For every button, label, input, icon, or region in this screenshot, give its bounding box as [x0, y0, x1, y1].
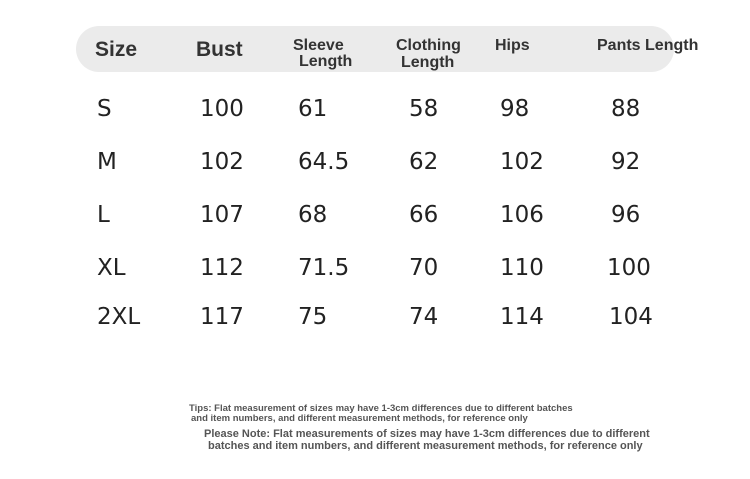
- tips-note-line1: Tips: Flat measurement of sizes may have 1-3cm differences due to different batches: [189, 403, 573, 414]
- header-clothing-line1: Clothing: [396, 37, 461, 54]
- tips-note-line2: and item numbers, and different measurement methods, for reference only: [191, 413, 528, 424]
- cell-bust: 100: [200, 96, 244, 122]
- tips-note: [189, 404, 573, 424]
- please-note-line1: Please Note: Flat measurements of sizes may have 1-3cm differences due to different: [204, 428, 650, 440]
- cell-pants-length: 92: [611, 149, 641, 175]
- cell-hips: 102: [500, 149, 544, 175]
- cell-pants-length: 96: [611, 202, 641, 228]
- cell-hips: 114: [500, 304, 544, 330]
- cell-sleeve-length: 68: [298, 202, 328, 228]
- cell-clothing-length: 62: [409, 149, 439, 175]
- header-bust: Bust: [196, 38, 243, 61]
- cell-clothing-length: 70: [409, 255, 439, 281]
- cell-size: L: [97, 202, 110, 228]
- cell-bust: 112: [200, 255, 244, 281]
- cell-hips: 110: [500, 255, 544, 281]
- cell-hips: 98: [500, 96, 530, 122]
- cell-hips: 106: [500, 202, 544, 228]
- cell-size: XL: [97, 255, 126, 281]
- cell-size: S: [97, 96, 112, 122]
- cell-pants-length: 104: [609, 304, 653, 330]
- cell-size: 2XL: [97, 304, 141, 330]
- header-size: Size: [95, 38, 138, 61]
- please-note-line2: batches and item numbers, and different measurement methods, for reference only: [208, 440, 643, 452]
- cell-sleeve-length: 75: [298, 304, 328, 330]
- cell-bust: 107: [200, 202, 244, 228]
- cell-clothing-length: 58: [409, 96, 439, 122]
- header-bar: [76, 26, 674, 72]
- header-sleeve-line1: Sleeve: [293, 37, 344, 54]
- cell-bust: 117: [200, 304, 244, 330]
- cell-sleeve-length: 71.5: [298, 255, 350, 281]
- cell-sleeve-length: 64.5: [298, 149, 350, 175]
- header-hips: Hips: [495, 37, 530, 54]
- header-pants-length: Pants Length: [597, 37, 699, 54]
- please-note: [204, 428, 650, 452]
- cell-clothing-length: 74: [409, 304, 439, 330]
- header-sleeve-line2: Length: [299, 53, 353, 70]
- cell-clothing-length: 66: [409, 202, 439, 228]
- header-clothing-line2: Length: [401, 54, 455, 71]
- cell-size: M: [97, 149, 117, 175]
- cell-pants-length: 88: [611, 96, 641, 122]
- cell-bust: 102: [200, 149, 244, 175]
- cell-pants-length: 100: [607, 255, 651, 281]
- cell-sleeve-length: 61: [298, 96, 328, 122]
